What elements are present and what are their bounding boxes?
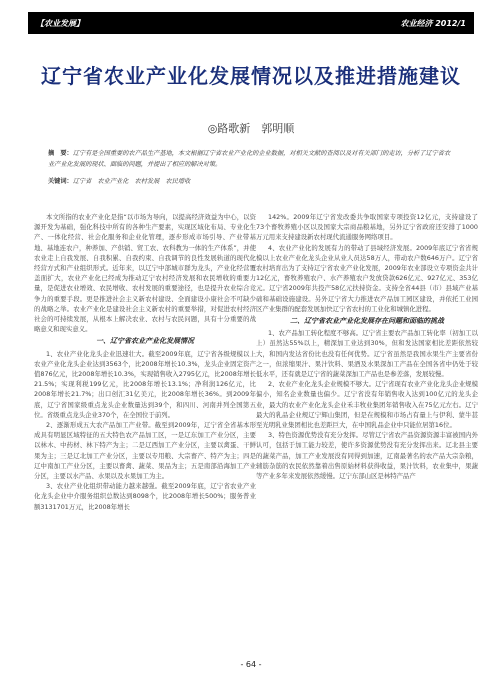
section-heading-2: 二、辽宁省农业产业化发展存在问题和面临的挑战: [290, 317, 444, 326]
body-paragraph: 1、农业产业化龙头企业迅速壮大。截至2009年底，辽宁省各级规模以上农业产业化龙头企业达到3563个，比2008年增长10.3%，龙头企业固定资产值876亿元，比2008年增长10.3%，实现销售收入2795亿元，比2008年增长21.5%；实现利税199亿元，比2008年增长13.1%；净利润126亿元，比2008年增长21.7%；出口创汇31亿美元，比2008年增长36%。到2009年底，辽宁省国家级重点龙头企业数量达到39个，和四川、河南并列全国第五位。省级重点龙头企业370个，在全国位于前列。: [34, 349, 256, 419]
left-column: [34, 212, 256, 512]
article-authors: ◎路歌新 郭明顺: [207, 122, 295, 135]
keywords-text: 辽宁省 农业产业化 农村发展 农民增收: [72, 178, 191, 185]
page-number: - 64 -: [240, 660, 262, 669]
header-journal: 农业经济 2012/1: [400, 18, 466, 28]
body-paragraph: 1、农产品加工转化程度不够高。辽宁省主要农产品加工转化率（初加工以上）虽然达55%以上，精深加工业达到30%，但和发达国家相比差距依然较大，和国内发达省份比也没有任何优势。辽宁省虽然是我国水果生产主要省份之一，但浓缩果汁、果汁饮料、果酒及水果深加工产品在全国各省中仍处于较低水平，还有就是辽宁省的蔬菜深加工产品也是参差落，发展较慢。: [256, 329, 478, 379]
body-paragraph: 142%。2009年辽宁省发改委共争取国家专项投资12亿元，支持建设了73个畜牧养殖小区以及国家大宗商品粮基地，另外辽宁省政府还安排了1000万元用来支持建设新农村现代流通服务网络项目。: [256, 213, 478, 242]
body-paragraph: 2、农业产业化龙头企业规模不够大。辽宁省现有农业产业化龙头企业规模偏小，知名企业数量也偏少。辽宁省没有年销售收入达到100亿元的龙头企业，最大的农业产业化龙头企业禾丰牧业集团年销售收入在75亿元左右。辽宁最大的乳品企业规辽宁辉山集团，但是在规模和市场占有量上与伊利、蒙牛甚至光明乳业集团相比也差距巨大，在中国乳品企业中只能位居第16位。: [256, 380, 478, 430]
right-column: [256, 212, 478, 481]
keywords-label: 关键词：: [48, 178, 73, 185]
keywords: [48, 176, 454, 185]
body-paragraph: 2、逐渐形成五大农产品加工产业带。截至到2009年，辽宁省全省基本形成具有明显区域特征的五大特色农产品加工区，一是辽东加工产业分区，主要以林木、中药材、林下特产为主；二是辽西加工产业分区，主要以禽蛋、干鲜果为主；三是辽北加工产业分区，主要以专用粮、大宗畜产、特产为主；四是辽中南加工产业分区，主要以畜禽、蔬菜、果品为主；五是南部沿海加工产业分区，主要以水产品、水果以及水果加工为主。: [34, 421, 256, 481]
running-header: [28, 12, 474, 34]
body-paragraph: 4、农业产业化的发展有力的带动了县域经济发展。2009年底辽宁省省规模以上农业产业化龙头企业从业人员达58万人，带动农户数646万户。辽宁省农村培育出为了支持辽宁省农业产业化发展，2009年农业部设立专项资金共计12亿元，畜牧养殖农户、水产养殖农户发放贷款626亿元、927亿元、353亿元。辽宁省2009年共投产58亿元扶持资金。支持全省44县（市）县域产业基础和基础设施建设。另外辽宁省大力推进农产品加工园区建设，并依托工业园区产业集群的配套发展加快辽宁省农村的工业化和城镇化进程。: [256, 243, 478, 313]
body-paragraph: 3、农业产业化组织带动能力越来越强。截至2009年底，辽宁省农业产业化龙头企业中介服务组织总数达到8098个，比2008年增长500%；服务普业额3131701万元，比2008年增长: [34, 482, 256, 511]
abstract-label: 摘 要：: [48, 150, 73, 157]
abstract-text: 辽宁有是全国重要的农产品生产基地，本文根据辽宁省农业产业化的企业数据，对相关文献的查阅以及对有关部门的走访，分析了辽宁省农业产业化发展的现状、面临的问题，并提出了相应的解决对策。: [48, 150, 451, 168]
body-paragraph: 3、特色资源优势没有充分发挥。尽管辽宁省农产品资源资源丰富被国内外认可，包括于加工能力较差，使许多资源优势没有充分发挥出来。辽北县主要的蔬菜产品，加工产业发展没有同得到加速，辽南最著名的农产品大宗杂粮，辅筋杂筋的农民依然靠着出售原始材料获得收益，果汁饮料，农业集中，果蔬等产业多年来发展依然缓慢。辽宁东部山区是林特产品产: [256, 431, 478, 481]
article-title: 辽宁省农业产业化发展情况以及推进措施建议: [41, 64, 461, 88]
intro-paragraph: 本文所指的农业产业化是指“以市场为导向，以提高经济效益为中心，以资源开发为基础，强化科技中所有的各种生产要素，实现区域化布局、专业化生产、一体化经营、社会化服务和企业化管理，逐步形成市场引导、产业带基地、基地连农户，种养加、产供销、贸工农、农科教为一体的生产体系”，并使农业走上自我发展、自我积累、自我约束、自我调节的良性发展轨道的现代化经营方式和产业组织形式。近年来，以辽宁中部城市群为龙头，产业化经营覆盖面扩大，农业产业化已经成为推动辽宁农村经济发展和农民增收的重要力量，是促进农业增效、农民增收、农村发展的重要途径，也是提升农业综合竞争力的重要手段。更是推进社会主义新农村建设、全面建设小康社会不可缺少的战略之举。农业产业化是建设社会主义新农村的重要举措，对促进农村经济社会的可持续发展，从根本上解决农业、农村与农民问题，具有十分重要的战略意义和现实意义。: [34, 213, 256, 334]
header-section: 【农业发展】: [36, 18, 84, 28]
abstract: [48, 148, 454, 170]
section-heading-1: 一、辽宁省农业产业化发展情况: [96, 337, 194, 346]
